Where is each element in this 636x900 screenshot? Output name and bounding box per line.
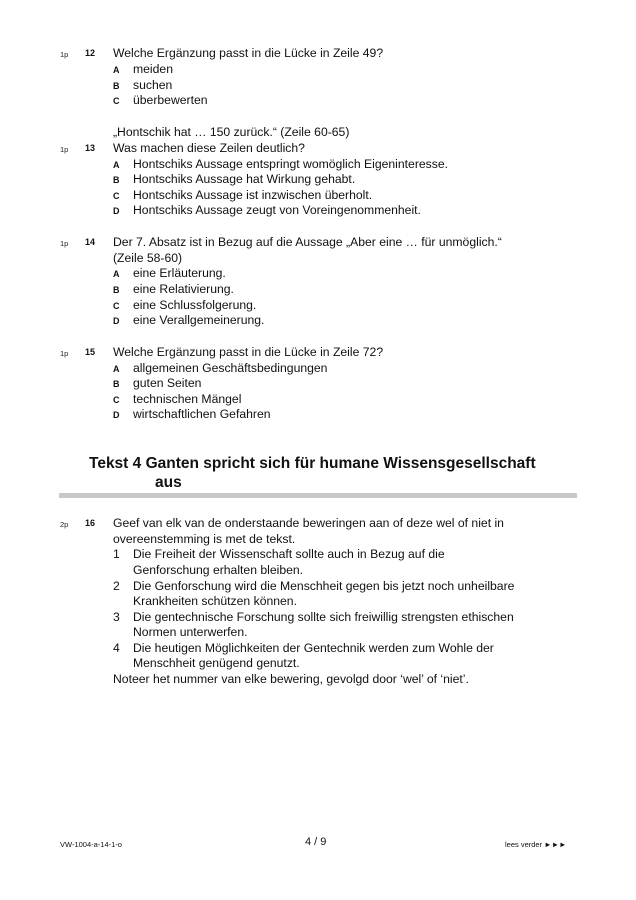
question-number: 16 xyxy=(85,518,96,528)
points-label: 1p xyxy=(60,349,69,358)
option-text: Hontschiks Aussage entspringt womöglich Eigeninteresse. xyxy=(133,157,449,171)
question-text: Welche Ergänzung passt in die Lücke in Zeile 72? xyxy=(113,345,384,359)
option-letter: C xyxy=(113,395,120,405)
statement-text-continued: Krankheiten schützen können. xyxy=(133,594,297,608)
continue-label: lees verder ►►► xyxy=(505,840,567,849)
option-text: guten Seiten xyxy=(133,376,202,390)
statement-text: Die gentechnische Forschung sollte sich freiwillig strengsten ethischen xyxy=(133,610,514,624)
option-text: Hontschiks Aussage ist inzwischen überholt. xyxy=(133,188,373,202)
statement-number: 2 xyxy=(113,579,120,593)
statement-item xyxy=(113,579,514,593)
option-letter: D xyxy=(113,316,120,326)
option-letter: D xyxy=(113,410,120,420)
section-divider xyxy=(59,493,577,498)
points-label: 1p xyxy=(60,239,69,248)
option-letter: B xyxy=(113,175,120,185)
option-text: suchen xyxy=(133,78,173,92)
answer-option xyxy=(113,266,226,280)
answer-option xyxy=(113,188,372,202)
quote-reference: „Hontschik hat … 150 zurück.“ (Zeile 60-65) xyxy=(113,125,350,139)
option-letter: B xyxy=(113,81,120,91)
question-number: 14 xyxy=(85,237,96,247)
option-text: Hontschiks Aussage zeugt von Voreingenommenheit. xyxy=(133,203,421,217)
answer-option xyxy=(113,203,421,217)
option-letter: C xyxy=(113,301,120,311)
question-text-continued: overeenstemming is met de tekst. xyxy=(113,532,296,546)
statement-item xyxy=(113,641,494,655)
answer-option xyxy=(113,282,234,296)
statement-item xyxy=(113,547,445,561)
section-heading: Tekst 4 Ganten spricht sich für humane Wissensgesellschaft xyxy=(89,455,536,472)
option-text: technischen Mängel xyxy=(133,392,242,406)
question-text: Welche Ergänzung passt in die Lücke in Zeile 49? xyxy=(113,46,384,60)
points-label: 1p xyxy=(60,50,69,59)
exam-code: VW-1004-a-14-1-o xyxy=(60,840,122,849)
statement-item xyxy=(113,610,514,624)
option-letter: A xyxy=(113,65,120,75)
statement-text: Die Genforschung wird die Menschheit gegen bis jetzt noch unheilbare xyxy=(133,579,515,593)
answer-option xyxy=(113,392,241,406)
answer-option xyxy=(113,93,208,107)
option-text: wirtschaftlichen Gefahren xyxy=(133,407,271,421)
option-text: Hontschiks Aussage hat Wirkung gehabt. xyxy=(133,172,356,186)
question-number: 13 xyxy=(85,143,96,153)
answer-option xyxy=(113,376,201,390)
statement-text: Die heutigen Möglichkeiten der Gentechnik werden zum Wohle der xyxy=(133,641,494,655)
answer-option xyxy=(113,313,264,327)
answer-option xyxy=(113,78,172,92)
option-text: eine Verallgemeinerung. xyxy=(133,313,265,327)
option-letter: B xyxy=(113,379,120,389)
option-text: überbewerten xyxy=(133,93,208,107)
statement-text: Die Freiheit der Wissenschaft sollte auch in Bezug auf die xyxy=(133,547,445,561)
option-text: meiden xyxy=(133,62,173,76)
option-letter: A xyxy=(113,160,120,170)
question-text-continued: (Zeile 58-60) xyxy=(113,251,183,265)
answer-option xyxy=(113,407,271,421)
question-text: Geef van elk van de onderstaande beweringen aan of deze wel of niet in xyxy=(113,516,504,530)
statement-text-continued: Normen unterwerfen. xyxy=(133,625,248,639)
option-text: eine Schlussfolgerung. xyxy=(133,298,257,312)
answer-option xyxy=(113,157,448,171)
answer-option xyxy=(113,62,173,76)
option-letter: D xyxy=(113,206,120,216)
statement-number: 4 xyxy=(113,641,120,655)
answer-option xyxy=(113,298,256,312)
option-letter: C xyxy=(113,191,120,201)
option-letter: A xyxy=(113,364,120,374)
option-text: allgemeinen Geschäftsbedingungen xyxy=(133,361,328,375)
statement-text-continued: Menschheit genügend genutzt. xyxy=(133,656,300,670)
question-text: Was machen diese Zeilen deutlich? xyxy=(113,141,305,155)
points-label: 1p xyxy=(60,145,69,154)
page-number: 4 / 9 xyxy=(305,836,327,848)
points-label: 2p xyxy=(60,520,69,529)
answer-option xyxy=(113,172,355,186)
answer-option xyxy=(113,361,327,375)
option-text: eine Erläuterung. xyxy=(133,266,226,280)
option-text: eine Relativierung. xyxy=(133,282,234,296)
question-text: Der 7. Absatz ist in Bezug auf die Aussage „Aber eine … für unmöglich.“ xyxy=(113,235,502,249)
statement-number: 1 xyxy=(113,547,120,561)
option-letter: B xyxy=(113,285,120,295)
instruction-text: Noteer het nummer van elke bewering, gevolgd door ‘wel’ of ‘niet’. xyxy=(113,672,469,686)
question-number: 12 xyxy=(85,48,96,58)
section-heading-continued: aus xyxy=(155,474,182,491)
statement-text-continued: Genforschung erhalten bleiben. xyxy=(133,563,304,577)
question-number: 15 xyxy=(85,347,96,357)
option-letter: A xyxy=(113,269,120,279)
option-letter: C xyxy=(113,96,120,106)
statement-number: 3 xyxy=(113,610,120,624)
